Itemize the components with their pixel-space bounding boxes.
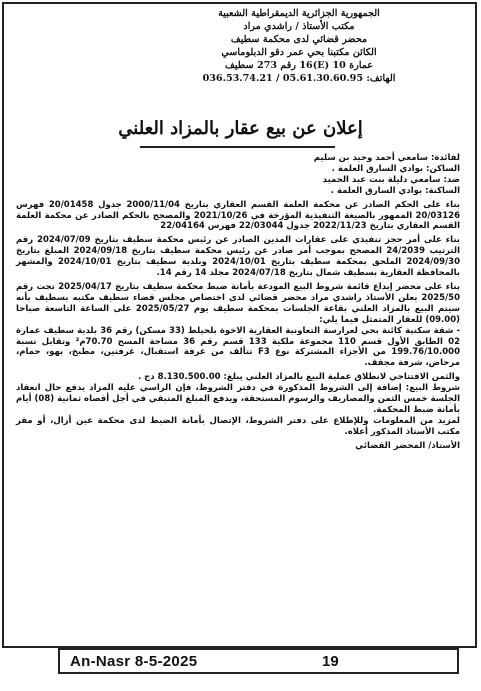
header-line: الجمهورية الجزائرية الديمقراطية الشعبية <box>218 8 380 19</box>
party-line: الساكن: بوادي السارق العلمة . <box>331 163 460 174</box>
party-line: لفائدة: سامعي أحمد وحيد بن سليم <box>313 153 460 163</box>
party-line: ضد: سامعي دليلة بنت عبد الحميد <box>322 174 460 185</box>
header-line: عمارة 10 (E)16 رقم 273 سطيف <box>224 60 374 71</box>
sale-conditions: شروط البيع: إضافة إلى الشروط المذكورة في دفتر الشروط، فإن الراسي عليه المزاد يدفع حال انعقاد الجلسة خمس الثمن والمصاريف والرسوم المستحقة، ويدفع المبلغ المتبقي في أجل أقصاه ثمانية (08) أيام بأمانة ضبط المحكمة. <box>16 383 460 415</box>
newspaper-footer <box>58 648 459 674</box>
body-paragraph: بناء على أمر حجز تنفيذي على عقارات المدين الصادر عن رئيس محكمة سطيف بتاريخ 2024/07/09 رقم الترتيب 24/2039 المصحح بموجب أمر صادر عن رئيس محكمة سطيف بتاريخ 2024/09/18 المبلغ بتاريخ 2024/09/30 الملحق بمحكمة سطيف بتاريخ 2024/10/01 وبلدية سطيف بتاريخ 2024/10/01 والمشهر بالمحافظة العقارية بسطيف شمال بتاريخ 2024/07/18 مجلد 14 رقم 14. <box>16 235 460 279</box>
header-line: محضر قضائي لدى محكمة سطيف <box>230 34 368 45</box>
header-line: الهاتف: 05.61.30.60.95 / 036.53.74.21 <box>202 73 396 84</box>
title-underline <box>140 146 335 148</box>
body-paragraph: بناء على محضر إيداع قائمة شروط البيع المودعة بأمانة ضبط محكمة سطيف بتاريخ 2025/04/17 تحت رقم 2025/50 يعلن الأستاذ راشدي مراد محضر قضائي لدى اختصاص مجلس قضاء سطيف مكتبه بسطيف بأنه سيتم البيع بالمزاد العلني بقاعة الجلسات بمحكمة سطيف يوم 2025/05/27 على الساعة التاسعة صباحا (09.00) للعقار المتمثل فيما يلي: <box>16 281 461 325</box>
notice-title: إعلان عن بيع عقار بالمزاد العلني <box>118 118 363 139</box>
contact-info: لمزيد من المعلومات وللإطلاع على دفتر الشروط، الإتصال بأمانة الضبط لدى محكمة عين أزال، أو مقر مكتب الأستاذ المذكور أعلاه. <box>16 415 460 437</box>
opening-price: والثمن الافتتاحي لانطلاق عملية البيع بالمزاد العلني يبلغ: 8.130.500.00 دج . <box>137 372 460 383</box>
body-paragraph: بناء على الحكم الصادر عن محكمة العلمة القسم العقاري بتاريخ 2000/11/04 جدول 20/01458 فهرس 20/03126 الممهور بالصيغة التنفيذية المؤرخة في 2021/10/26 والمصحح بالحكم الصادر عن محكمة العلمة القسم العقاري بتاريخ 2022/11/23 جدول 22/03044 فهرس 22/04164 <box>16 199 461 232</box>
publication-date: An-Nasr 8-5-2025 <box>70 653 198 670</box>
notice-body <box>16 153 460 452</box>
signature: الأستاذ/ المحضر القضائي <box>355 440 460 451</box>
header-line: مكتب الأستاذ / راشدي مراد <box>243 21 355 32</box>
header-line: الكائن مكتبنا بحي عمر دقو الدبلوماسي <box>221 47 377 58</box>
page-number: 19 <box>322 653 339 670</box>
bailiff-office-header <box>149 7 449 85</box>
party-line: الساكنة: بوادي السارق العلمة . <box>330 185 460 196</box>
property-description: - شقة سكنية كائنة بحي لعرارسة التعاونية العقارية الاخوة بلحيلط (33 مسكن) رقم 36 بلدية سطيف عمارة 02 الطابق الأول قسم 110 مجموعة ملكية 133 قسم رقم 36 مساحة المسح 70.70م² وتقابل نسبة 199.76/10.000 من الأجزاء المشتركة نوع F3 تتألف من غرفة استقبال، غرفتين، مطبخ، بهو، حمام، مرحاض، شرفة مجفف. <box>16 325 460 369</box>
